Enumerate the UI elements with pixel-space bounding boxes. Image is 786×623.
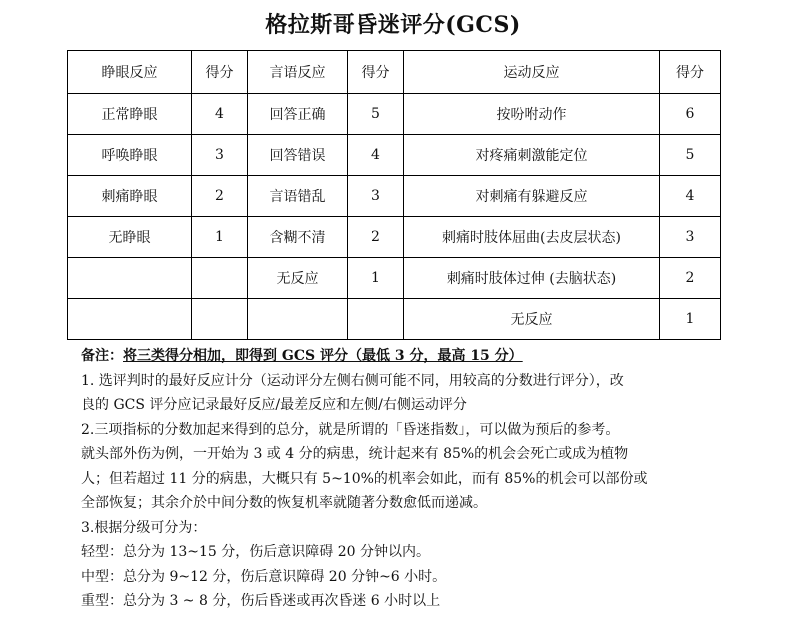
note-item-2-line-2: 就头部外伤为例，一开始为 3 或 4 分的病患，统计起来有 85%的机会会死亡或成为植物 — [81, 446, 629, 462]
table-row — [68, 135, 721, 176]
table-cell: 1 — [348, 258, 404, 299]
remark-label: 备注： — [81, 348, 123, 364]
grade-severe: 重型：总分为 3 ~ 8 分，伤后昏迷或再次昏迷 6 小时以上 — [81, 593, 441, 609]
table-cell: 3 — [660, 217, 721, 258]
table-row — [68, 258, 721, 299]
table-cell: 言语错乱 — [248, 176, 348, 217]
table-cell — [348, 299, 404, 340]
table-cell — [68, 299, 192, 340]
table-header-row — [68, 51, 721, 94]
table-cell: 2 — [348, 217, 404, 258]
table-cell — [192, 258, 248, 299]
table-cell: 对疼痛刺激能定位 — [404, 135, 660, 176]
table-cell: 刺痛睁眼 — [68, 176, 192, 217]
page-title: 格拉斯哥昏迷评分(GCS) — [265, 12, 521, 38]
table-cell: 无睁眼 — [68, 217, 192, 258]
remark-text: 将三类得分相加，即得到 GCS 评分（最低 3 分，最高 15 分） — [123, 348, 523, 364]
table-cell: 对刺痛有躲避反应 — [404, 176, 660, 217]
table-cell: 无反应 — [404, 299, 660, 340]
gcs-score-table — [67, 50, 721, 340]
note-item-1-line-1: 1. 选评判时的最好反应计分（运动评分左侧右侧可能不同，用较高的分数进行评分），改 — [81, 372, 624, 389]
table-cell: 1 — [192, 217, 248, 258]
table-cell — [248, 299, 348, 340]
table-cell: 无反应 — [248, 258, 348, 299]
table-cell: 刺痛时肢体屈曲(去皮层状态) — [404, 217, 660, 258]
table-cell: 6 — [660, 94, 721, 135]
table-cell: 含糊不清 — [248, 217, 348, 258]
grade-moderate: 中型：总分为 9~12 分，伤后意识障碍 20 分钟~6 小时。 — [81, 568, 447, 585]
table-cell — [192, 299, 248, 340]
notes-section — [81, 344, 731, 614]
header-verbal-score: 得分 — [348, 51, 404, 94]
table-cell: 正常睁眼 — [68, 94, 192, 135]
table-cell: 回答错误 — [248, 135, 348, 176]
table-cell: 5 — [660, 135, 721, 176]
table-cell: 4 — [192, 94, 248, 135]
table-cell: 呼唤睁眼 — [68, 135, 192, 176]
table-cell: 3 — [348, 176, 404, 217]
table-cell: 4 — [660, 176, 721, 217]
grade-mild: 轻型：总分为 13~15 分，伤后意识障碍 20 分钟以内。 — [81, 544, 430, 560]
note-item-3: 3.根据分级可分为： — [81, 519, 207, 536]
table-row — [68, 299, 721, 340]
header-verbal-response: 言语反应 — [248, 51, 348, 94]
table-cell: 3 — [192, 135, 248, 176]
header-eye-score: 得分 — [192, 51, 248, 94]
table-cell: 按吩咐动作 — [404, 94, 660, 135]
table-cell: 5 — [348, 94, 404, 135]
note-item-2-line-3: 人；但若超过 11 分的病患，大概只有 5~10%的机率会如此，而有 85%的机会可以部份或 — [81, 470, 648, 487]
header-eye-response: 睁眼反应 — [68, 51, 192, 94]
table-cell: 刺痛时肢体过伸 (去脑状态) — [404, 258, 660, 299]
note-item-2-line-1: 2.三项指标的分数加起来得到的总分，就是所谓的「昏迷指数」，可以做为预后的参考。 — [81, 421, 620, 438]
note-item-1-line-2: 良的 GCS 评分应记录最好反应/最差反应和左侧/右侧运动评分 — [81, 397, 467, 413]
table-row — [68, 217, 721, 258]
table-cell: 2 — [192, 176, 248, 217]
table-row — [68, 94, 721, 135]
table-cell: 1 — [660, 299, 721, 340]
header-motor-response: 运动反应 — [404, 51, 660, 94]
table-row — [68, 176, 721, 217]
table-cell: 4 — [348, 135, 404, 176]
table-cell — [68, 258, 192, 299]
table-cell: 2 — [660, 258, 721, 299]
table-cell: 回答正确 — [248, 94, 348, 135]
remark-line — [81, 344, 731, 369]
note-item-2-line-4: 全部恢复；其余介於中间分数的恢复机率就随著分数愈低而递减。 — [81, 495, 487, 511]
header-motor-score: 得分 — [660, 51, 721, 94]
